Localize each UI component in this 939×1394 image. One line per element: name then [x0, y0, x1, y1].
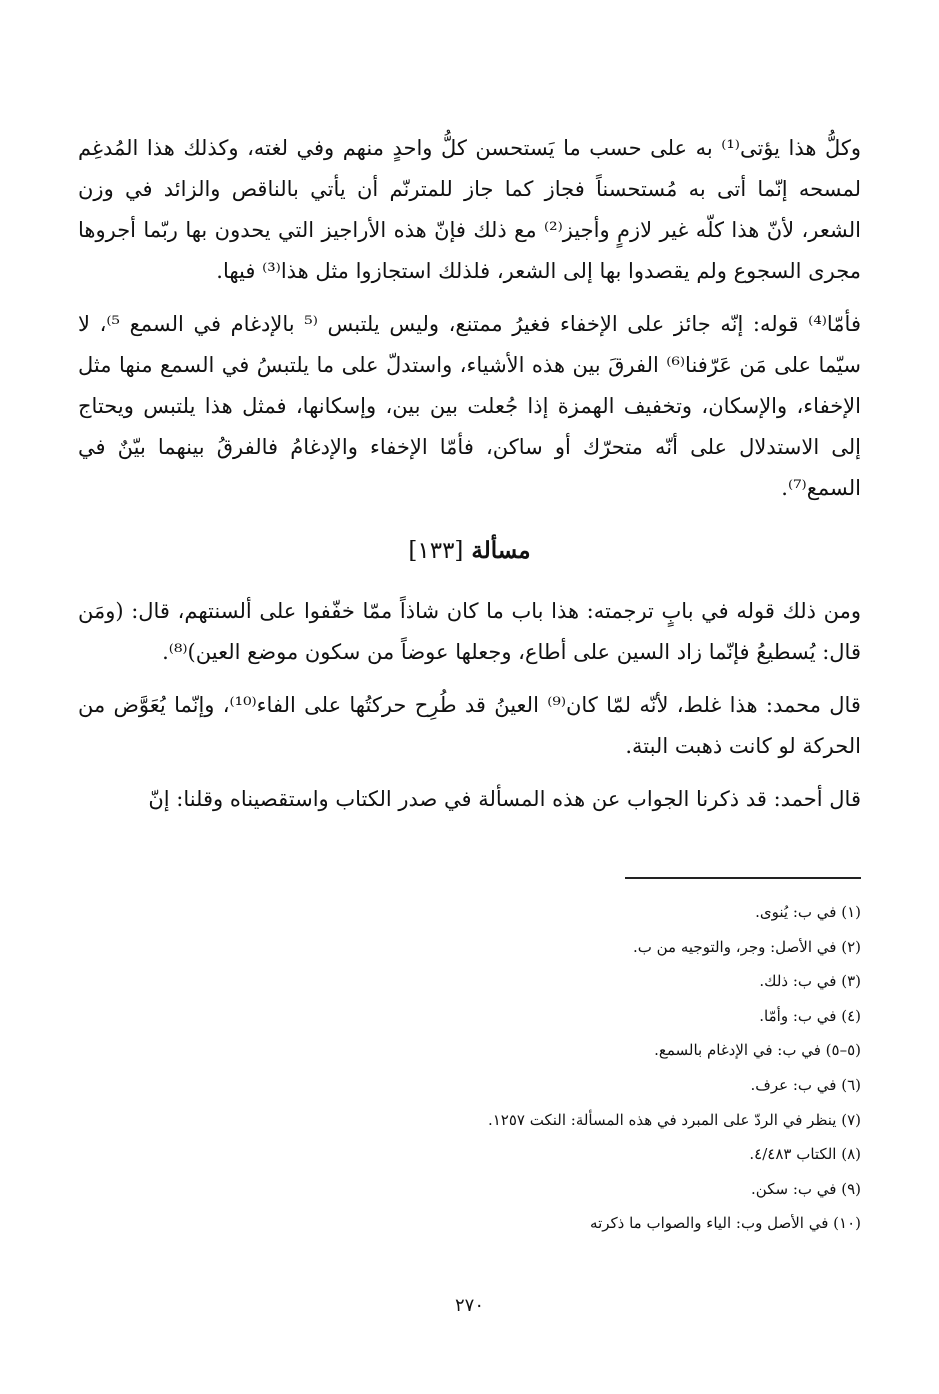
footnote-divider	[625, 877, 861, 879]
paragraph-5: قال أحمد: قد ذكرنا الجواب عن هذه المسألة في صدر الكتاب واستقصيناه وقلنا: إنّ	[148, 787, 861, 811]
footnote-item: (٦) في ب: عرف.	[750, 1075, 861, 1094]
footnote-item: (٨) الكتاب ٤/٤٨٣.	[749, 1145, 861, 1164]
footnote-item: (٢) في الأصل: وجر، والتوجيه من ب.	[632, 937, 861, 956]
page-number: ٢٧٠	[454, 1295, 484, 1316]
heading-label: مسألة	[471, 537, 531, 564]
footnote-item: (١) في ب: يُنوى.	[755, 903, 861, 921]
footnote-item: (٣) في ب: ذلك.	[759, 972, 861, 991]
footnote-item: (٩) في ب: سكن.	[751, 1179, 861, 1198]
paragraph-2: فأمّا⁽⁴⁾ قوله: إنّه جائز على الإخفاء فغيرُ ممتنع، وليس يلتبس ⁽⁵ بالإدغام في السمع ⁵⁾، لا سيّما على مَن عَرّفنا⁽⁶⁾ الفرقَ بين هذه الأشياء، واستدلّ على ما يلتبسُ في السمع منها مثل الإخفاء، والإسكان، وتخفيف الهمزة إذا جُعلت بين بين، وإسكانها، فمثل هذا يلتبس ويحتاج إلى الاستدلال على أنّه متحرّك أو ساكن، فأمّا الإخفاء والإدغامُ فالفرقُ بينهما بيّنٌ في السمع⁽⁷⁾.	[78, 312, 861, 500]
paragraph-4: قال محمد: هذا غلط، لأنّه لمّا كان⁽⁹⁾ العينُ قد طُرِح حركتُها على الفاء⁽¹⁰⁾، وإنّما يُعَوَّض من الحركة لو كانت ذهبت البتة.	[78, 693, 861, 758]
footnote-item: (٤) في ب: وأمّا.	[759, 1006, 861, 1025]
footnote-item: (١٠) في الأصل وب: الياء والصواب ما ذكرته	[590, 1214, 861, 1233]
heading-number: [١٣٣]	[408, 538, 464, 564]
main-text	[78, 128, 861, 832]
paragraph-3: ومن ذلك قوله في بابٍ ترجمته: هذا باب ما كان شاذاً ممّا خفّفوا على ألسنتهم، قال: (ومَن قال: يُسطيعُ فإنّما زاد السين على أطاع، وجعلها عوضاً من سكون موضع العين)⁽⁸⁾.	[78, 599, 861, 664]
paragraph-1: وكلُّ هذا يؤتى⁽¹⁾ به على حسب ما يَستحسن كلُّ واحدٍ منهم وفي لغته، وكذلك هذا المُدغِم لمسحه إنّما أتى به مُستحسناً فجاز كما جاز للمترنّم أن يأتي بالناقص والزائد في وزن الشعر، لأنّ هذا كلّه غير لازمٍ وأجيز⁽²⁾ مع ذلك فإنّ هذه الأراجيز التي يحدون بها ربّما أجروها مجرى السجوع ولم يقصدوا بها إلى الشعر، فلذلك استجازوا مثل هذا⁽³⁾ فيها.	[78, 136, 861, 283]
footnotes-list	[78, 895, 861, 1241]
footnote-item: (٧) ينظر في الردّ على المبرد في هذه المسألة: النكت ١٢٥٧.	[487, 1110, 861, 1129]
section-heading	[78, 531, 861, 571]
footnote-item: (٥–٥) في ب: في الإدغام بالسمع.	[654, 1041, 861, 1060]
